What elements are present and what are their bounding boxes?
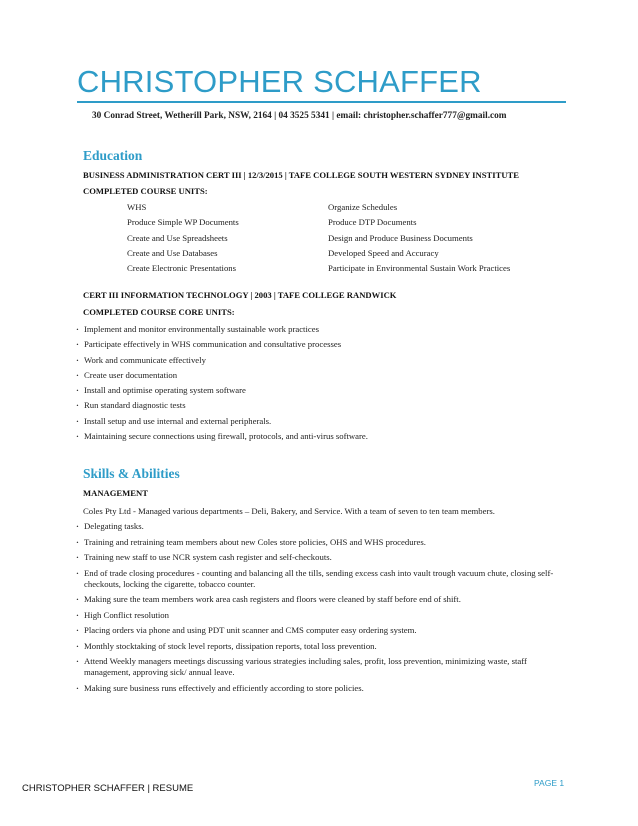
cert1-units-label: COMPLETED COURSE UNITS: <box>83 186 208 196</box>
list-item: · Implement and monitor environmentally sustainable work practices <box>76 324 556 339</box>
unit-cell: Create and Use Databases <box>127 247 218 258</box>
unit-row <box>127 202 567 217</box>
skills-heading: Skills & Abilities <box>83 466 180 481</box>
contact-line: 30 Conrad Street, Wetherill Park, NSW, 2164 | 04 3525 5341 | email: christopher.schaffer777@gmail.com <box>92 111 507 121</box>
page-number: PAGE 1 <box>534 778 565 788</box>
unit-cell: Create and Use Spreadsheets <box>127 232 228 243</box>
unit-row <box>127 233 567 248</box>
skills-list <box>76 521 556 698</box>
unit-cell: WHS <box>127 202 147 212</box>
unit-cell: Developed Speed and Accuracy <box>328 247 439 258</box>
cert1-units-grid <box>127 202 567 278</box>
list-item: · Monthly stocktaking of stock level reports, dissipation reports, total loss prevention. <box>76 641 556 657</box>
header-divider <box>77 101 566 103</box>
list-item: · Making sure the team members work area cash registers and floors were cleaned by staff before end of shift. <box>76 594 556 610</box>
list-item: · High Conflict resolution <box>76 610 556 626</box>
cert2-units-list <box>76 324 556 446</box>
education-heading: Education <box>83 148 143 163</box>
unit-cell: Organize Schedules <box>328 202 398 212</box>
unit-row <box>127 217 567 232</box>
list-item: · Run standard diagnostic tests <box>76 400 556 415</box>
unit-row <box>127 263 567 278</box>
unit-cell: Create Electronic Presentations <box>127 263 237 274</box>
cert2-heading: CERT III INFORMATION TECHNOLOGY | 2003 | TAFE COLLEGE RANDWICK <box>83 290 397 300</box>
list-item: · Placing orders via phone and using PDT unit scanner and CMS computer easy ordering system. <box>76 625 556 641</box>
footer-resume-label: CHRISTOPHER SCHAFFER | RESUME <box>22 783 194 794</box>
list-item: · Install setup and use internal and external peripherals. <box>76 416 556 431</box>
list-item: · Making sure business runs effectively and efficiently according to store policies. <box>76 683 556 699</box>
candidate-name: CHRISTOPHER SCHAFFER <box>77 64 482 99</box>
cert1-heading: BUSINESS ADMINISTRATION CERT III | 12/3/2015 | TAFE COLLEGE SOUTH WESTERN SYDNEY INSTITUTE <box>83 170 519 180</box>
list-item: · Training new staff to use NCR system cash register and self-checkouts. <box>76 552 556 568</box>
unit-cell: Produce Simple WP Documents <box>127 217 239 228</box>
list-item: · Attend Weekly managers meetings discussing various strategies including sales, profit, loss prevention, minimizing waste, staff management, approving sick/ annual leave. <box>76 656 556 683</box>
list-item: · End of trade closing procedures - counting and balancing all the tills, sending excess cash into vault trough vacuum chute, closing self-checkouts, locking the cigarette, tobacco counter. <box>76 568 556 595</box>
unit-cell: Produce DTP Documents <box>328 217 417 228</box>
list-item: · Training and retraining team members about new Coles store policies, OHS and WHS procedures. <box>76 537 556 553</box>
unit-row <box>127 248 567 263</box>
list-item: · Work and communicate effectively <box>76 355 556 370</box>
list-item: · Create user documentation <box>76 370 556 385</box>
list-item: · Delegating tasks. <box>76 521 556 537</box>
unit-cell: Design and Produce Business Documents <box>328 232 473 243</box>
cert2-units-label: COMPLETED COURSE CORE UNITS: <box>83 307 235 317</box>
list-item: · Participate effectively in WHS communication and consultative processes <box>76 339 556 354</box>
list-item: · Maintaining secure connections using firewall, protocols, and anti-virus software. <box>76 431 556 446</box>
coles-intro: Coles Pty Ltd - Managed various departments – Deli, Bakery, and Service. With a team of seven to ten team members. <box>83 506 495 516</box>
list-item: · Install and optimise operating system software <box>76 385 556 400</box>
management-label: MANAGEMENT <box>83 488 148 498</box>
unit-cell: Participate in Environmental Sustain Work Practices <box>328 263 511 274</box>
